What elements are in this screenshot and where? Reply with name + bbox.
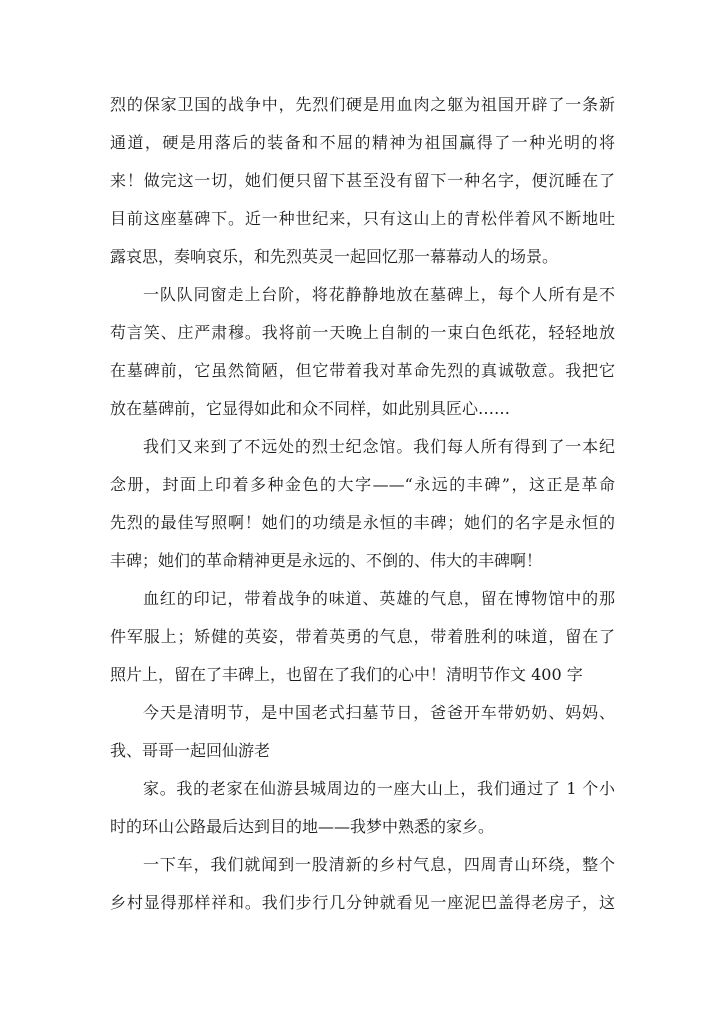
text-line: 苟言笑、庄严肃穆。我将前一天晚上自制的一束白色纸花，轻轻地放 bbox=[110, 323, 615, 342]
text-line: 件军服上；矫健的英姿，带着英勇的气息，带着胜利的味道，留在了 bbox=[110, 627, 615, 646]
text-line: 放在墓碑前，它显得如此和众不同样，如此别具匠心…… bbox=[110, 399, 511, 418]
text-line: 家。我的老家在仙游县城周边的一座大山上，我们通过了 1 个小 bbox=[143, 779, 615, 798]
text-line: 露哀思，奏响哀乐，和先烈英灵一起回忆那一幕幕动人的场景。 bbox=[110, 247, 559, 266]
text-line: 血红的印记，带着战争的味道、英雄的气息，留在博物馆中的那 bbox=[143, 589, 615, 608]
text-line: 我、哥哥一起回仙游老 bbox=[110, 741, 271, 760]
text-line: 目前这座墓碑下。近一种世纪来，只有这山上的青松伴着风不断地吐 bbox=[110, 209, 615, 228]
text-line: 时的环山公路最后达到目的地——我梦中熟悉的家乡。 bbox=[110, 817, 495, 836]
text-line: 一下车，我们就闻到一股清新的乡村气息，四周青山环绕，整个 bbox=[143, 855, 615, 874]
text-line: 念册，封面上印着多种金色的大字——“永远的丰碑”，这正是革命 bbox=[110, 475, 615, 494]
text-line: 先烈的最佳写照啊！她们的功绩是永恒的丰碑；她们的名字是永恒的 bbox=[110, 513, 615, 532]
text-line: 今天是清明节，是中国老式扫墓节日，爸爸开车带奶奶、妈妈、 bbox=[143, 703, 615, 722]
text-line: 乡村显得那样祥和。我们步行几分钟就看见一座泥巴盖得老房子，这 bbox=[110, 893, 615, 912]
text-line: 烈的保家卫国的战争中，先烈们硬是用血肉之躯为祖国开辟了一条新 bbox=[110, 95, 615, 114]
text-line: 我们又来到了不远处的烈士纪念馆。我们每人所有得到了一本纪 bbox=[143, 437, 615, 456]
text-line: 照片上，留在了丰碑上，也留在了我们的心中！清明节作文 400 字 bbox=[110, 665, 583, 684]
text-line: 通道，硬是用落后的装备和不屈的精神为祖国赢得了一种光明的将 bbox=[110, 133, 615, 152]
text-line: 丰碑；她们的革命精神更是永远的、不倒的、伟大的丰碑啊！ bbox=[110, 551, 543, 570]
text-line: 在墓碑前，它虽然简陋，但它带着我对革命先烈的真诚敬意。我把它 bbox=[110, 361, 615, 380]
text-line: 一队队同窗走上台阶，将花静静地放在墓碑上，每个人所有是不 bbox=[143, 285, 615, 304]
text-line: 来！做完这一切，她们便只留下甚至没有留下一种名字，便沉睡在了 bbox=[110, 171, 615, 190]
